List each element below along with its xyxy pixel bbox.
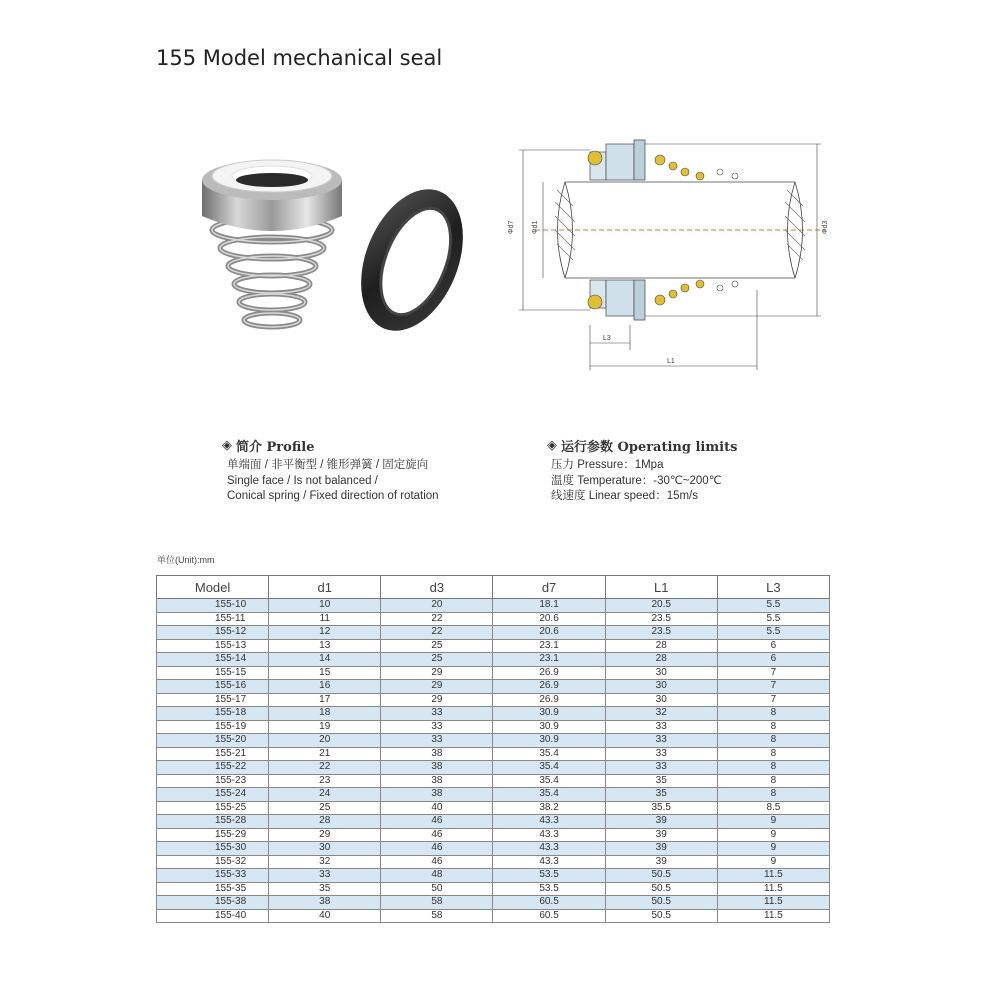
table-cell: 58 [381,896,493,910]
table-cell: 30.9 [493,734,605,748]
table-row [157,720,830,734]
profile-line: 单端面 / 非平衡型 / 锥形弹簧 / 固定旋向 [227,459,429,471]
label-l3: L3 [603,335,611,342]
operating-limits-heading-text: 运行参数 Operating limits [561,440,738,455]
table-cell: 155-38 [157,896,269,910]
table-cell: 22 [269,761,381,775]
rubber-seat-ring [342,174,470,346]
table-cell: 23.1 [493,639,605,653]
table-cell: 17 [269,693,381,707]
table-cell: 8 [717,734,829,748]
table-cell: 8 [717,707,829,721]
page-title: 155 Model mechanical seal [156,46,443,70]
table-cell: 53.5 [493,869,605,883]
table-cell: 26.9 [493,666,605,680]
table-row [157,707,830,721]
table-cell: 38 [381,788,493,802]
table-cell: 35.4 [493,747,605,761]
table-cell: 155-14 [157,653,269,667]
table-cell: 38.2 [493,801,605,815]
table-cell: 155-18 [157,707,269,721]
column-header: L3 [717,576,829,599]
table-cell: 30.9 [493,707,605,721]
table-cell: 155-24 [157,788,269,802]
table-cell: 16 [269,680,381,694]
table-cell: 33 [605,747,717,761]
table-cell: 33 [269,869,381,883]
table-cell: 35.5 [605,801,717,815]
table-cell: 155-15 [157,666,269,680]
table-cell: 50 [381,882,493,896]
table-cell: 30 [605,666,717,680]
table-cell: 33 [381,720,493,734]
column-header: Model [157,576,269,599]
table-row [157,842,830,856]
table-cell: 155-32 [157,855,269,869]
table-cell: 43.3 [493,842,605,856]
table-cell: 29 [381,680,493,694]
table-cell: 7 [717,680,829,694]
table-cell: 9 [717,842,829,856]
table-cell: 30 [605,680,717,694]
table-cell: 28 [605,639,717,653]
table-row [157,882,830,896]
table-cell: 50.5 [605,869,717,883]
operating-limits-heading [547,436,737,455]
table-row [157,761,830,775]
table-cell: 33 [381,707,493,721]
table-cell: 50.5 [605,909,717,923]
table-cell: 8 [717,788,829,802]
table-cell: 155-29 [157,828,269,842]
table-cell: 38 [381,774,493,788]
table-cell: 33 [605,761,717,775]
table-cell: 6 [717,653,829,667]
table-cell: 20.6 [493,626,605,640]
table-cell: 15 [269,666,381,680]
cross-section-drawing [495,130,845,380]
operating-limits-list [551,458,722,505]
table-row [157,680,830,694]
crosshair-diamond-icon: ◈ [547,438,557,453]
table-cell: 155-30 [157,842,269,856]
operating-limit-line: 压力 Pressure：1Mpa [551,459,664,471]
table-cell: 50.5 [605,882,717,896]
table-cell: 35 [605,788,717,802]
table-cell: 20.6 [493,612,605,626]
label-d1: Φd1 [532,220,539,234]
table-body [157,599,830,923]
table-cell: 30.9 [493,720,605,734]
table-cell: 155-11 [157,612,269,626]
table-cell: 38 [269,896,381,910]
table-cell: 12 [269,626,381,640]
table-cell: 155-12 [157,626,269,640]
table-cell: 40 [381,801,493,815]
table-cell: 28 [605,653,717,667]
table-cell: 14 [269,653,381,667]
crosshair-diamond-icon: ◈ [222,438,232,453]
table-cell: 22 [381,612,493,626]
profile-line: Single face / Is not balanced / [227,474,378,487]
table-cell: 33 [381,734,493,748]
table-row [157,693,830,707]
table-cell: 26.9 [493,693,605,707]
table-cell: 32 [269,855,381,869]
operating-limit-line: 温度 Temperature：-30℃~200℃ [551,474,722,487]
table-cell: 8 [717,747,829,761]
table-cell: 155-28 [157,815,269,829]
table-cell: 155-16 [157,680,269,694]
product-photo [180,150,470,350]
table-cell: 29 [269,828,381,842]
table-cell: 23 [269,774,381,788]
table-cell: 35.4 [493,774,605,788]
table-cell: 39 [605,815,717,829]
column-header: d7 [493,576,605,599]
table-cell: 46 [381,842,493,856]
table-cell: 46 [381,828,493,842]
table-cell: 155-35 [157,882,269,896]
table-cell: 18.1 [493,599,605,613]
table-row [157,666,830,680]
table-row [157,639,830,653]
table-row [157,747,830,761]
label-d3: Φd3 [822,220,829,234]
profile-line: Conical spring / Fixed direction of rotation [227,490,439,502]
table-cell: 8 [717,761,829,775]
table-cell: 155-25 [157,801,269,815]
table-cell: 25 [381,653,493,667]
table-cell: 7 [717,693,829,707]
operating-limit-line: 线速度 Linear speed：15m/s [551,490,699,502]
table-cell: 155-22 [157,761,269,775]
profile-heading-text: 简介 Profile [236,440,315,455]
table-cell: 23.5 [605,612,717,626]
table-cell: 5.5 [717,626,829,640]
table-cell: 11.5 [717,909,829,923]
table-cell: 29 [381,693,493,707]
table-cell: 33 [605,734,717,748]
table-cell: 32 [605,707,717,721]
table-cell: 53.5 [493,882,605,896]
column-header: L1 [605,576,717,599]
table-cell: 50.5 [605,896,717,910]
label-l1: L1 [667,358,675,365]
table-cell: 35.4 [493,761,605,775]
table-cell: 35 [605,774,717,788]
table-cell: 48 [381,869,493,883]
table-cell: 155-23 [157,774,269,788]
table-cell: 33 [605,720,717,734]
table-cell: 155-13 [157,639,269,653]
table-header-row [157,576,830,599]
table-cell: 38 [381,761,493,775]
table-row [157,774,830,788]
table-cell: 35.4 [493,788,605,802]
column-header: d1 [269,576,381,599]
column-header: d3 [381,576,493,599]
table-cell: 5.5 [717,599,829,613]
label-d7: Φd7 [508,220,515,234]
table-cell: 35 [269,882,381,896]
profile-description [227,458,439,505]
table-cell: 40 [269,909,381,923]
table-row [157,788,830,802]
table-row [157,869,830,883]
table-cell: 8.5 [717,801,829,815]
table-cell: 7 [717,666,829,680]
table-cell: 58 [381,909,493,923]
table-cell: 39 [605,842,717,856]
table-cell: 38 [381,747,493,761]
specification-table [156,575,830,923]
table-cell: 23.1 [493,653,605,667]
table-cell: 39 [605,855,717,869]
table-cell: 155-10 [157,599,269,613]
table-cell: 28 [269,815,381,829]
table-cell: 155-19 [157,720,269,734]
table-row [157,734,830,748]
table-cell: 20 [381,599,493,613]
profile-heading [222,436,314,455]
table-cell: 155-33 [157,869,269,883]
table-cell: 18 [269,707,381,721]
table-cell: 155-17 [157,693,269,707]
table-cell: 39 [605,828,717,842]
table-cell: 155-40 [157,909,269,923]
table-row [157,815,830,829]
table-cell: 6 [717,639,829,653]
table-cell: 30 [269,842,381,856]
table-cell: 43.3 [493,815,605,829]
table-cell: 43.3 [493,828,605,842]
table-row [157,896,830,910]
table-cell: 29 [381,666,493,680]
table-row [157,801,830,815]
table-cell: 11.5 [717,896,829,910]
table-cell: 22 [381,626,493,640]
table-row [157,612,830,626]
table-cell: 9 [717,815,829,829]
table-row [157,855,830,869]
table-row [157,626,830,640]
table-cell: 26.9 [493,680,605,694]
table-cell: 5.5 [717,612,829,626]
table-cell: 9 [717,855,829,869]
table-cell: 19 [269,720,381,734]
table-cell: 11.5 [717,869,829,883]
table-cell: 30 [605,693,717,707]
table-cell: 13 [269,639,381,653]
table-cell: 60.5 [493,896,605,910]
unit-note: 单位(Unit):mm [157,555,215,565]
table-cell: 20 [269,734,381,748]
table-cell: 21 [269,747,381,761]
table-row [157,909,830,923]
table-cell: 25 [381,639,493,653]
table-cell: 46 [381,855,493,869]
table-cell: 11 [269,612,381,626]
table-cell: 43.3 [493,855,605,869]
table-row [157,599,830,613]
table-cell: 9 [717,828,829,842]
table-cell: 60.5 [493,909,605,923]
table-cell: 155-21 [157,747,269,761]
table-cell: 20.5 [605,599,717,613]
table-cell: 46 [381,815,493,829]
table-cell: 10 [269,599,381,613]
table-cell: 24 [269,788,381,802]
table-cell: 23.5 [605,626,717,640]
table-cell: 11.5 [717,882,829,896]
table-cell: 25 [269,801,381,815]
table-cell: 8 [717,774,829,788]
table-row [157,828,830,842]
table-cell: 155-20 [157,734,269,748]
table-row [157,653,830,667]
table-cell: 8 [717,720,829,734]
